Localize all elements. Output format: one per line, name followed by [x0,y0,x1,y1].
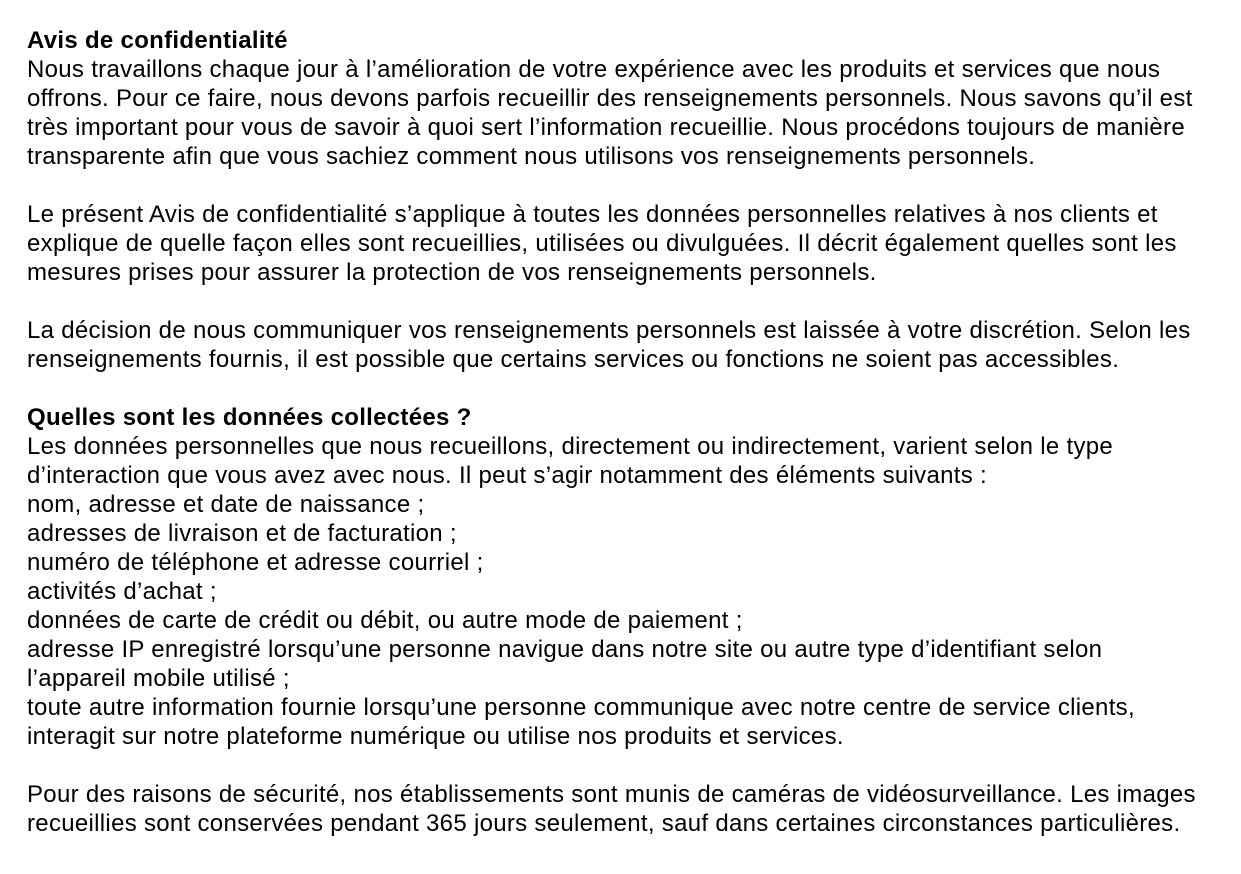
text-line: très important pour vous de savoir à quoi sert l’information recueillie. Nous procédons toujours de manière [27,114,1186,141]
text-line: offrons. Pour ce faire, nous devons parfois recueillir des renseignements personnels. Nous savons qu’il est [27,85,1193,112]
list-item-line: numéro de téléphone et adresse courriel ; [27,549,484,576]
list-item-line: données de carte de crédit ou débit, ou autre mode de paiement ; [27,607,743,634]
text-line: Les données personnelles que nous recueillons, directement ou indirectement, varient selon le type [27,433,1114,460]
list-item-line: l’appareil mobile utilisé ; [27,665,290,692]
list-item-line: adresses de livraison et de facturation ; [27,520,457,547]
text-line: Nous travaillons chaque jour à l’amélioration de votre expérience avec les produits et services que nous [27,56,1161,83]
collected-data-heading [27,403,1221,432]
text-line: d’interaction que vous avez avec nous. Il peut s’agir notamment des éléments suivants : [27,462,987,489]
text-line: renseignements fournis, il est possible que certains services ou fonctions ne soient pas accessibles. [27,346,1120,373]
scope-paragraph [27,200,1221,287]
text-line: Pour des raisons de sécurité, nos établissements sont munis de caméras de vidéosurveillance. Les images [27,781,1196,808]
collected-data-list [27,432,1221,751]
heading-line: Quelles sont les données collectées ? [27,404,472,431]
discretion-paragraph [27,316,1221,374]
list-item-line: adresse IP enregistré lorsqu’une personne navigue dans notre site ou autre type d’identifiant selon [27,636,1103,663]
intro-paragraph [27,55,1221,171]
text-line: transparente afin que vous sachiez comment nous utilisons vos renseignements personnels. [27,143,1036,170]
privacy-notice-heading [27,26,1221,55]
text-line: Le présent Avis de confidentialité s’applique à toutes les données personnelles relatives à nos clients et [27,201,1158,228]
text-line: recueillies sont conservées pendant 365 jours seulement, sauf dans certaines circonstances particulières. [27,810,1181,837]
heading-line: Avis de confidentialité [27,27,288,54]
list-item-line: toute autre information fournie lorsqu’une personne communique avec notre centre de service clients, [27,694,1135,721]
video-surveillance-paragraph [27,780,1221,838]
list-item-line: nom, adresse et date de naissance ; [27,491,425,518]
list-item-line: interagit sur notre plateforme numérique ou utilise nos produits et services. [27,723,844,750]
text-line: explique de quelle façon elles sont recueillies, utilisées ou divulguées. Il décrit également quelles sont les [27,230,1177,257]
text-line: mesures prises pour assurer la protection de vos renseignements personnels. [27,259,877,286]
list-item-line: activités d’achat ; [27,578,217,605]
text-line: La décision de nous communiquer vos renseignements personnels est laissée à votre discrétion. Selon les [27,317,1191,344]
